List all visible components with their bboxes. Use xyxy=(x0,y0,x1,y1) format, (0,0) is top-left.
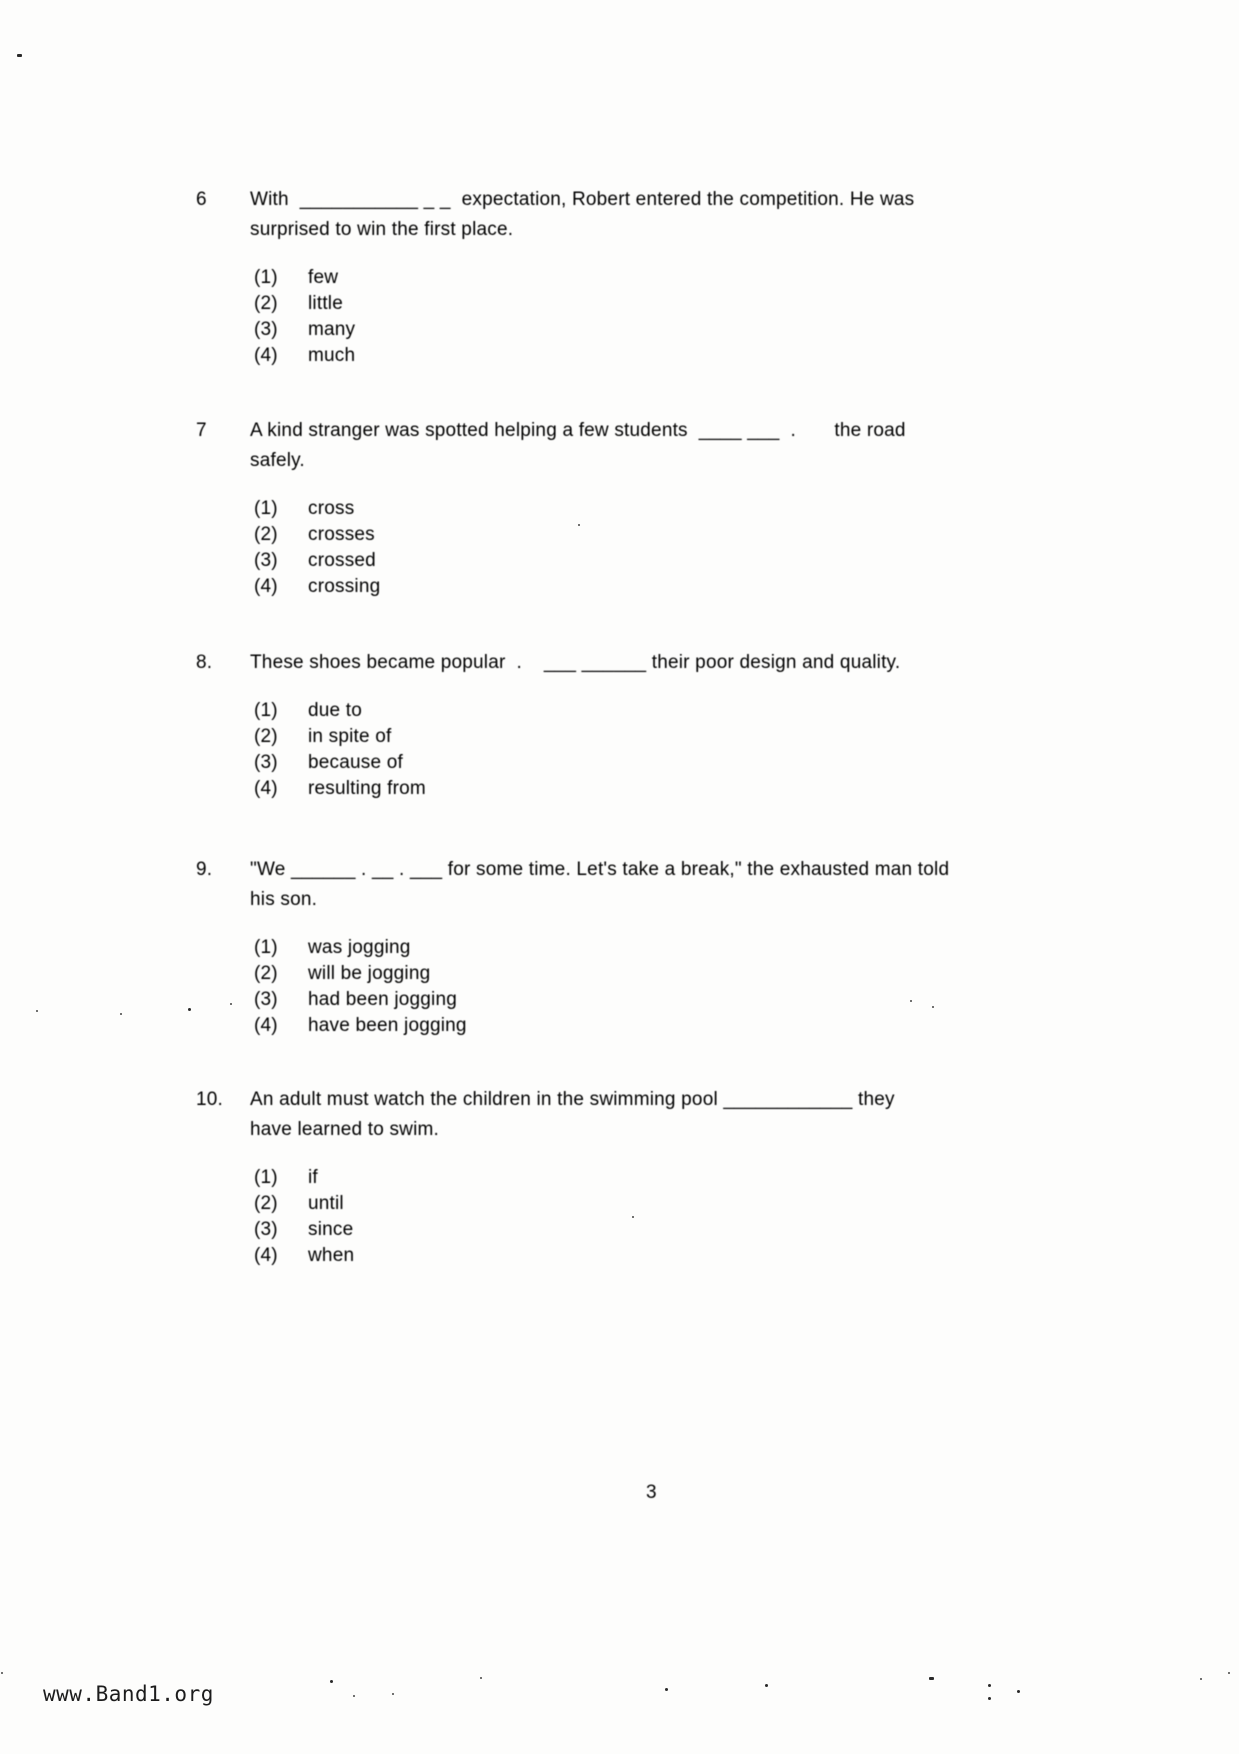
question-number: 6 xyxy=(196,189,207,210)
scan-speckle xyxy=(988,1697,991,1700)
option-text: few xyxy=(308,267,339,288)
option-number: (1) xyxy=(254,937,278,958)
options-list xyxy=(196,1165,1066,1269)
question-8 xyxy=(196,648,1066,802)
option-choice xyxy=(196,265,1066,291)
options-list xyxy=(196,496,1066,600)
option-number: (1) xyxy=(254,1167,278,1188)
scan-speckle xyxy=(929,1677,934,1680)
option-choice xyxy=(196,724,1066,750)
scan-speckle xyxy=(988,1684,991,1687)
option-choice xyxy=(196,698,1066,724)
scan-speckle xyxy=(765,1684,768,1687)
question-text-line: surprised to win the first place. xyxy=(250,219,514,240)
question-number: 9. xyxy=(196,859,213,880)
question-text-line: his son. xyxy=(250,889,318,910)
option-number: (1) xyxy=(254,700,278,721)
question-text-line: These shoes became popular . ___ ______ their poor design and quality. xyxy=(250,652,901,673)
option-text: had been jogging xyxy=(308,989,458,1010)
question-stem xyxy=(250,1085,1066,1145)
question-7 xyxy=(196,416,1066,600)
options-list xyxy=(196,935,1066,1039)
option-number: (1) xyxy=(254,498,278,519)
option-choice xyxy=(196,1165,1066,1191)
option-number: (2) xyxy=(254,524,278,545)
option-number: (3) xyxy=(254,1219,278,1240)
option-text: resulting from xyxy=(308,778,426,799)
option-choice xyxy=(196,317,1066,343)
scan-speckle xyxy=(1200,1678,1202,1680)
option-choice xyxy=(196,574,1066,600)
option-text: will be jogging xyxy=(308,963,431,984)
scan-speckle xyxy=(120,1013,122,1015)
option-choice xyxy=(196,343,1066,369)
option-number: (4) xyxy=(254,576,278,597)
question-stem xyxy=(250,855,1066,915)
scan-speckle xyxy=(392,1693,394,1695)
option-text: crossing xyxy=(308,576,381,597)
scan-speckle xyxy=(36,1010,38,1012)
option-choice xyxy=(196,961,1066,987)
option-number: (3) xyxy=(254,989,278,1010)
scan-speckle xyxy=(1,1672,3,1674)
option-choice xyxy=(196,496,1066,522)
option-number: (2) xyxy=(254,963,278,984)
option-choice xyxy=(196,522,1066,548)
watermark-url: www.Band1.org xyxy=(43,1682,214,1706)
option-text: if xyxy=(308,1167,318,1188)
option-text: in spite of xyxy=(308,726,392,747)
option-text: when xyxy=(308,1245,355,1266)
option-text: crosses xyxy=(308,524,375,545)
question-number: 8. xyxy=(196,652,213,673)
scan-speckle xyxy=(665,1688,668,1691)
scan-speckle xyxy=(932,1006,934,1008)
option-text: crossed xyxy=(308,550,376,571)
option-number: (3) xyxy=(254,319,278,340)
option-choice xyxy=(196,1217,1066,1243)
option-number: (2) xyxy=(254,726,278,747)
option-number: (3) xyxy=(254,550,278,571)
option-choice xyxy=(196,1013,1066,1039)
question-text-line: With ___________ _ _ expectation, Robert entered the competition. He was xyxy=(250,189,915,210)
option-text: have been jogging xyxy=(308,1015,467,1036)
question-number: 7 xyxy=(196,420,207,441)
option-choice xyxy=(196,776,1066,802)
option-number: (4) xyxy=(254,778,278,799)
question-stem xyxy=(250,185,1066,245)
question-text-line: "We ______ . __ . ___ for some time. Let's take a break," the exhausted man told xyxy=(250,859,950,880)
option-number: (4) xyxy=(254,345,278,366)
option-text: due to xyxy=(308,700,363,721)
option-text: was jogging xyxy=(308,937,411,958)
question-text-line: A kind stranger was spotted helping a few students ____ ___ . the road xyxy=(250,420,906,441)
option-number: (3) xyxy=(254,752,278,773)
option-choice xyxy=(196,750,1066,776)
scan-speckle xyxy=(230,1003,232,1005)
option-text: many xyxy=(308,319,356,340)
scan-speckle xyxy=(330,1680,333,1683)
question-stem xyxy=(250,416,1066,476)
options-list xyxy=(196,265,1066,369)
option-choice xyxy=(196,1191,1066,1217)
option-number: (4) xyxy=(254,1245,278,1266)
option-choice xyxy=(196,548,1066,574)
option-choice xyxy=(196,291,1066,317)
scan-speckle xyxy=(17,54,22,57)
option-text: little xyxy=(308,293,343,314)
question-text-line: safely. xyxy=(250,450,305,471)
scan-speckle xyxy=(578,524,580,526)
question-6 xyxy=(196,185,1066,369)
option-choice xyxy=(196,1243,1066,1269)
option-choice xyxy=(196,935,1066,961)
option-number: (4) xyxy=(254,1015,278,1036)
option-text: because of xyxy=(308,752,403,773)
option-text: until xyxy=(308,1193,344,1214)
question-10 xyxy=(196,1085,1066,1269)
scan-speckle xyxy=(353,1695,355,1697)
option-text: much xyxy=(308,345,356,366)
scan-speckle xyxy=(632,1216,634,1218)
question-text-line: An adult must watch the children in the swimming pool ____________ they xyxy=(250,1089,895,1110)
option-number: (2) xyxy=(254,293,278,314)
option-choice xyxy=(196,987,1066,1013)
option-number: (1) xyxy=(254,267,278,288)
scan-speckle xyxy=(188,1008,191,1011)
question-number: 10. xyxy=(196,1089,224,1110)
question-stem xyxy=(250,648,1066,678)
scan-speckle xyxy=(910,1000,912,1002)
option-text: cross xyxy=(308,498,355,519)
scan-speckle xyxy=(1228,1672,1230,1674)
option-number: (2) xyxy=(254,1193,278,1214)
question-9 xyxy=(196,855,1066,1039)
scan-speckle xyxy=(480,1677,482,1679)
page-number: 3 xyxy=(646,1482,657,1503)
option-text: since xyxy=(308,1219,354,1240)
scan-speckle xyxy=(1017,1690,1020,1693)
options-list xyxy=(196,698,1066,802)
question-text-line: have learned to swim. xyxy=(250,1119,440,1140)
